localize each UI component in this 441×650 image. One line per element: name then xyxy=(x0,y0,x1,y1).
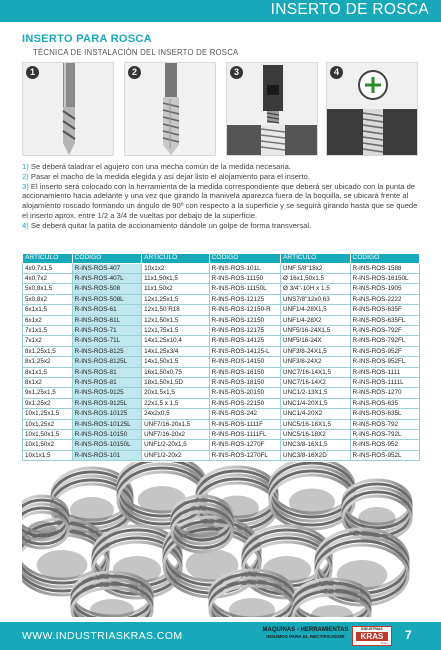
table-cell: 14x1,25x10,4 xyxy=(142,336,209,346)
product-table xyxy=(22,253,420,461)
table-cell: R-INS-ROS-1270F xyxy=(209,440,280,450)
table-cell: R-INS-ROS-20150 xyxy=(209,388,280,398)
table-cell: R-INS-ROS-12125 xyxy=(209,294,280,304)
table-cell: 10x1,50x2 xyxy=(23,440,73,450)
table-cell: R-INS-ROS-1588 xyxy=(350,263,420,273)
step-number: 4 xyxy=(330,66,343,79)
table-cell: R-INS-ROS-635L xyxy=(350,409,420,419)
instructions xyxy=(22,162,422,231)
table-cell: R-INS-ROS-10150 xyxy=(72,430,141,440)
table-cell: R-INS-ROS-792L xyxy=(350,430,420,440)
table-cell: 9x1,25x2 xyxy=(23,398,73,408)
column-header: ARTÍCULO xyxy=(142,254,209,264)
table-cell: UNC7/16-14X2 xyxy=(281,377,350,387)
logo-main-text: KRAS xyxy=(356,632,388,641)
table-cell: R-INS-ROS-1111 xyxy=(350,367,420,377)
table-cell: UNF1/4-28X2 xyxy=(281,315,350,325)
table-row xyxy=(23,336,420,346)
column-header: ARTÍCULO xyxy=(23,254,73,264)
column-header: CÓDIGO xyxy=(72,254,141,264)
column-header: CÓDIGO xyxy=(209,254,280,264)
table-cell: UNC7/16-14X1,5 xyxy=(281,367,350,377)
table-cell: UNC1/4-20X1,5 xyxy=(281,398,350,408)
table-cell: UNF5/16-24X1,5 xyxy=(281,325,350,335)
table-cell: R-INS-ROS-10125L xyxy=(72,419,141,429)
table-cell: UNF1/2-20x2 xyxy=(142,450,209,460)
column-header: CÓDIGO xyxy=(350,254,420,264)
table-cell: UNC3/8-16X2D xyxy=(281,450,350,460)
table-cell: R-INS-ROS-1111F xyxy=(209,419,280,429)
table-cell: 4x0,7x2 xyxy=(23,273,73,283)
table-cell: R-INS-ROS-407L xyxy=(72,273,141,283)
table-cell: 10x1,25x2 xyxy=(23,419,73,429)
table-cell: R-INS-ROS-61 xyxy=(72,305,141,315)
table-cell: 6x1x2 xyxy=(23,315,73,325)
logo-top-text: INDUSTRIAS xyxy=(361,627,383,631)
table-cell: R-INS-ROS-14150 xyxy=(209,357,280,367)
table-body xyxy=(23,263,420,461)
table-cell: R-INS-ROS-16150L xyxy=(350,273,420,283)
website-link[interactable]: WWW.INDUSTRIASKRAS.COM xyxy=(22,630,183,642)
table-cell: R-INS-ROS-952L xyxy=(350,450,420,460)
instruction-4: 4) Se deberá quitar la patita de accionamiento dándole un golpe de forma transversal. xyxy=(22,220,312,230)
table-cell: R-INS-ROS-792 xyxy=(350,419,420,429)
table-cell: 20x1,5x1,5 xyxy=(142,388,209,398)
table-row xyxy=(23,398,420,408)
section-subtitle: TÉCNICA DE INSTALACIÓN DEL INSERTO DE ROSCA xyxy=(33,48,239,57)
table-row xyxy=(23,388,420,398)
table-cell: 8x1x2 xyxy=(23,377,73,387)
table-cell: R-INS-ROS-81 xyxy=(72,377,141,387)
column-header: ARTÍCULO xyxy=(281,254,350,264)
table-cell: 8x1,25x2 xyxy=(23,357,73,367)
table-cell: 10x1,50x1,5 xyxy=(23,430,73,440)
table-row xyxy=(23,305,420,315)
table-cell: 5x0,8x2 xyxy=(23,294,73,304)
table-cell: Ø 16x1,50x1.5 xyxy=(281,273,350,283)
table-cell: 9x1,25x1,5 xyxy=(23,388,73,398)
table-cell: R-INS-ROS-11150L xyxy=(209,284,280,294)
table-cell: 12x1,75x1,5 xyxy=(142,325,209,335)
table-row xyxy=(23,357,420,367)
table-cell: R-INS-ROS-1270 xyxy=(350,388,420,398)
step-3-insert-tool-image xyxy=(226,62,318,156)
coil-insert xyxy=(270,462,354,529)
table-cell: R-INS-ROS-8125L xyxy=(72,357,141,367)
table-cell: R-INS-ROS-14125-L xyxy=(209,346,280,356)
table-cell: 5x0,8x1,5 xyxy=(23,284,73,294)
table-row xyxy=(23,325,420,335)
table-cell: R-INS-ROS-792FL xyxy=(350,336,420,346)
table-cell: R-INS-ROS-10125 xyxy=(72,409,141,419)
table-cell: UNC1/2-13X1,5 xyxy=(281,388,350,398)
table-cell: UNF1/4-28X1,5 xyxy=(281,305,350,315)
table-cell: 7x1x2 xyxy=(23,336,73,346)
footer-tagline xyxy=(258,627,353,639)
table-cell: 8x1x1,5 xyxy=(23,367,73,377)
table-header-row xyxy=(23,254,420,264)
table-cell: R-INS-ROS-508 xyxy=(72,284,141,294)
step-4-finished-image xyxy=(326,62,418,156)
logo-sub-text: S.R.L. xyxy=(380,641,389,645)
table-row xyxy=(23,430,420,440)
table-cell: UNF1/2-20x1,5 xyxy=(142,440,209,450)
table-cell: R-INS-ROS-242 xyxy=(209,409,280,419)
table-cell: UNF7/16-20x2 xyxy=(142,430,209,440)
table-cell: 12x1,50x1,5 xyxy=(142,315,209,325)
table-row xyxy=(23,315,420,325)
table-cell: R-INS-ROS-71L xyxy=(72,336,141,346)
table-cell: R-INS-ROS-71 xyxy=(72,325,141,335)
table-cell: 6x1x1,5 xyxy=(23,305,73,315)
table-row xyxy=(23,263,420,273)
table-cell: R-INS-ROS-101 xyxy=(72,450,141,460)
step-1-drill-image xyxy=(22,62,114,156)
table-cell: UNF7/16-20x1,5 xyxy=(142,419,209,429)
table-cell: R-INS-ROS-1111L xyxy=(350,377,420,387)
table-cell: 8x1,25x1,5 xyxy=(23,346,73,356)
table-cell: 24x2x0,5 xyxy=(142,409,209,419)
table-row xyxy=(23,377,420,387)
table-cell: R-INS-ROS-12150-R xyxy=(209,305,280,315)
table-cell: R-INS-ROS-508L xyxy=(72,294,141,304)
table-cell: 7x1x1,5 xyxy=(23,325,73,335)
table-cell: R-INS-ROS-1270FL xyxy=(209,450,280,460)
table-cell: R-INS-ROS-407 xyxy=(72,263,141,273)
instruction-1: 1) Se deberá taladrar el agujero con una mecha común de la medida necesaria. xyxy=(22,162,291,171)
table-cell: 12x1,50 R18 xyxy=(142,305,209,315)
table-row xyxy=(23,419,420,429)
table-cell: R-INS-ROS-11150 xyxy=(209,273,280,283)
tagline-line-2: INSUMOS PARA EL RECTIFICADOR xyxy=(266,634,345,639)
table-cell: 16x1,50x0,75 xyxy=(142,367,209,377)
table-cell: R-INS-ROS-952FL xyxy=(350,357,420,367)
table-cell: 14x1,25x3/4 xyxy=(142,346,209,356)
table-cell: R-INS-ROS-14125 xyxy=(209,336,280,346)
table-cell: UNF3/8-24X2 xyxy=(281,357,350,367)
table-cell: 14x1,50x1,5 xyxy=(142,357,209,367)
instruction-2: 2) Pasar el macho de la medida elegida y así dejar listo el alojamiento para el inserto. xyxy=(22,171,310,181)
table-row xyxy=(23,284,420,294)
section-title: INSERTO PARA ROSCA xyxy=(22,33,152,45)
table-cell: R-INS-ROS-952 xyxy=(350,440,420,450)
table-cell: 11x1,50x2 xyxy=(142,284,209,294)
table-cell: R-INS-ROS-12150 xyxy=(209,315,280,325)
table-cell: R-INS-ROS-635FL xyxy=(350,315,420,325)
table-cell: 22x1,5 x 1,5 xyxy=(142,398,209,408)
table-row xyxy=(23,346,420,356)
table-cell: R-INS-ROS-635F xyxy=(350,305,420,315)
table-cell: UNF3/8-24X1,5 xyxy=(281,346,350,356)
table-cell: R-INS-ROS-952F xyxy=(350,346,420,356)
table-row xyxy=(23,409,420,419)
table-cell: 10x1x2 xyxy=(142,263,209,273)
table-cell: R-INS-ROS-16150 xyxy=(209,367,280,377)
table-cell: 4x0,7x1,5 xyxy=(23,263,73,273)
table-row xyxy=(23,273,420,283)
table-cell: 10x1,25x1,5 xyxy=(23,409,73,419)
table-cell: UNF5/16-24X xyxy=(281,336,350,346)
table-cell: R-INS-ROS-635 xyxy=(350,398,420,408)
table-cell: R-INS-ROS-101L xyxy=(209,263,280,273)
kras-logo xyxy=(352,626,392,646)
product-table-wrapper xyxy=(22,253,420,461)
thread-inserts-photo xyxy=(22,462,418,617)
table-cell: 11x1,50x1,5 xyxy=(142,273,209,283)
table-row xyxy=(23,440,420,450)
table-cell: R-INS-ROS-10150L xyxy=(72,440,141,450)
step-2-tap-image xyxy=(124,62,216,156)
instruction-3: 3) El inserto será colocado con la herramienta de la medida correspondiente que deberá ser ubicado con la punta de accionamiento hacia adelante y una vez que girando la manivela aparezca fuera de la boquilla, se ubicará frente al alojamiento roscado formando un ángulo de 90º con respecto a la superficie y se seguirá girando hasta que se quede el inserto aprox. entre 1/2 a 3/4 de vueltas por debajo de la superficie. xyxy=(22,181,418,220)
table-cell: R-INS-ROS-9125L xyxy=(72,398,141,408)
table-row xyxy=(23,450,420,460)
table-cell: R-INS-ROS-9125 xyxy=(72,388,141,398)
table-row xyxy=(23,367,420,377)
step-number: 3 xyxy=(230,66,243,79)
coil-inserts-image xyxy=(22,462,418,617)
table-cell: R-INS-ROS-792F xyxy=(350,325,420,335)
table-cell: UNC3/8-16X1,5 xyxy=(281,440,350,450)
page-number: 7 xyxy=(405,628,412,642)
table-cell: UNF 5/8"18x2 xyxy=(281,263,350,273)
table-cell: 10x1x1,5 xyxy=(23,450,73,460)
table-cell: 18x1,50x1,5D xyxy=(142,377,209,387)
table-cell: R-INS-ROS-8125 xyxy=(72,346,141,356)
table-cell: UNC1/4-20X2 xyxy=(281,409,350,419)
table-cell: UNC5/16-18X1,5 xyxy=(281,419,350,429)
table-cell: R-INS-ROS-22150 xyxy=(209,398,280,408)
table-cell: R-INS-ROS-61L xyxy=(72,315,141,325)
table-cell: Ø 3/4"-10H x 1.5 xyxy=(281,284,350,294)
table-cell: UNC5/16-18X2 xyxy=(281,430,350,440)
table-cell: R-INS-ROS-1905 xyxy=(350,284,420,294)
table-cell: R-INS-ROS-81 xyxy=(72,367,141,377)
step-number: 1 xyxy=(26,66,39,79)
table-cell: R-INS-ROS-18150 xyxy=(209,377,280,387)
table-cell: R-INS-ROS-2222 xyxy=(350,294,420,304)
coil-insert xyxy=(210,570,294,617)
table-cell: R-INS-ROS-12175 xyxy=(209,325,280,335)
installation-steps xyxy=(22,62,418,156)
table-row xyxy=(23,294,420,304)
table-cell: UNS7/8"12x0,63 xyxy=(281,294,350,304)
header-title: INSERTO DE ROSCA xyxy=(270,1,429,18)
table-cell: 12x1,25x1,5 xyxy=(142,294,209,304)
table-cell: R-INS-ROS-1111FL xyxy=(209,430,280,440)
tagline-line-1: MAQUINAS - HERRAMIENTAS xyxy=(262,627,349,633)
step-number: 2 xyxy=(128,66,141,79)
